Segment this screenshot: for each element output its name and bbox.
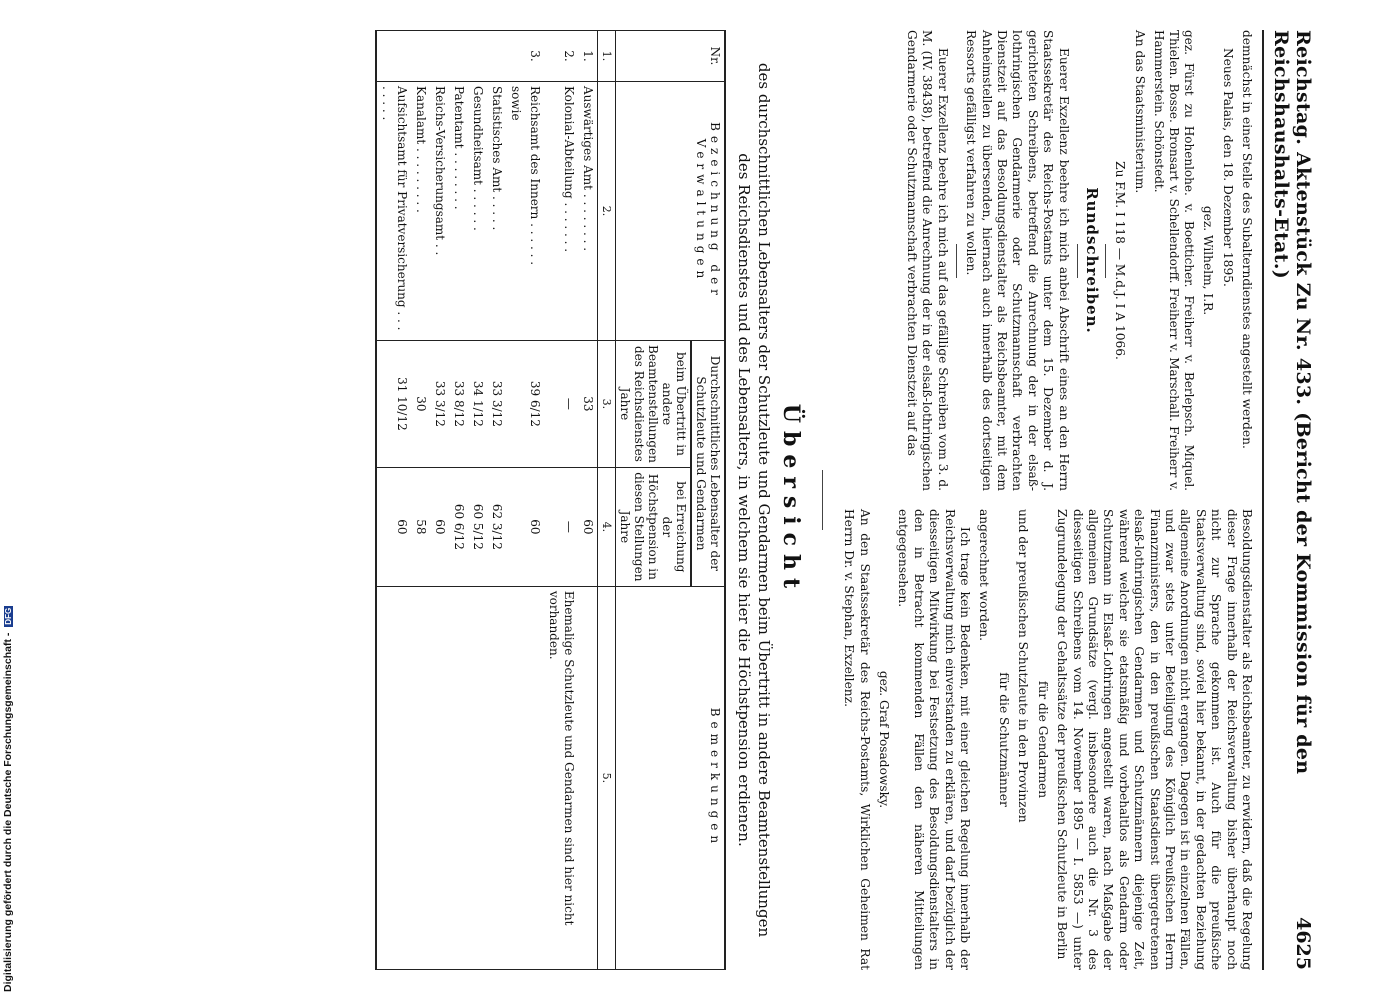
row-name: Aufsichtsamt für Privatversicherung . . . . . . . . <box>376 82 411 341</box>
header-title: Reichstag. Aktenstück Zu Nr. 433. (Bericht der Kommission für den Reichshaushalts-Etat.) <box>1270 30 1314 775</box>
paragraph: demnächst in einer Stelle des Subalterndienstes angestellt werden. <box>1240 30 1254 449</box>
column-number: 4. <box>597 467 615 586</box>
table-row <box>506 31 525 970</box>
reference: Zu F.M. I 118 — M.d.J. I A 1066. <box>1113 161 1128 360</box>
footer-text <box>2 0 14 1000</box>
header-v1: beim Übertritt in andere Beamtenstellungen des Reichsdienstes Jahre <box>615 341 691 468</box>
paragraph: Euerer Exzellenz beehre ich mich anbei Abschrift eines an den Herrn Staatssekretär des Reichs-Postamts unter dem 15. Dezember d. J. gerichteten Schreibens, betreffend die Anrechnung der in der elsaß-lothringischen Gendarmerie oder Schutzmannschaft verbrachten Dienstzeit auf das Besoldungsdienstalter als Reichsbeamter, mit dem Anheimstellen zu übersenden, hiernach auch innerhalb des dortseitigen Ressorts gefälligst verfahren zu wollen. <box>964 30 1071 491</box>
row-age-pension <box>506 467 525 586</box>
table-row <box>544 31 578 970</box>
paragraph: Euerer Exzellenz beehre ich mich auf das gefällige Schreiben vom 3. d. M. (IV. 38438), betreffend die Anrechnung der in der elsaß-lothringischen Gendarmerie oder Schutzmannschaft verbrachten Dienstzeit auf das <box>904 30 950 491</box>
table-row <box>468 31 487 970</box>
row-remarks <box>578 586 598 969</box>
row-remarks <box>449 586 468 969</box>
footer-credit: Digitalisierung gefördert durch die Deutsche Forschungsgemeinschaft - <box>2 632 14 992</box>
table-row <box>411 31 430 970</box>
row-age-transfer: 31 10/12 <box>376 341 411 468</box>
divider <box>956 244 957 278</box>
row-name: Reichs-Versicherungsamt . . <box>430 82 449 341</box>
row-number <box>506 31 525 82</box>
row-number <box>449 31 468 82</box>
right-column <box>837 509 1254 970</box>
text-line: für die Gendarmen <box>1035 680 1050 799</box>
row-name: Statistisches Amt . . . . . <box>487 82 506 341</box>
column-number-row <box>597 31 615 970</box>
row-age-transfer: — <box>544 341 578 468</box>
row-age-transfer: 30 <box>411 341 430 468</box>
row-name: Kolonial-Abteilung . . . . . . . <box>544 82 578 341</box>
row-remarks <box>411 586 430 969</box>
overview-title: Übersicht <box>777 403 804 597</box>
row-number <box>411 31 430 82</box>
header-nr: Nr. <box>615 31 725 82</box>
text-line: für die Schutzmänner <box>996 672 1011 807</box>
row-remarks: Ehemalige Schutzleute und Gendarmen sind hier nicht vorhanden. <box>544 586 578 969</box>
row-age-pension: 60 5/12 <box>468 467 487 586</box>
row-number <box>376 31 411 82</box>
row-age-pension: 60 <box>376 467 411 586</box>
row-remarks <box>430 586 449 969</box>
header-v2: bei Erreichung der Höchstpension in diesen Stellungen Jahre <box>615 467 691 586</box>
section-title: Rundschreiben. <box>1082 187 1101 334</box>
row-name: Auswärtiges Amt . . . . . . . . <box>578 82 598 341</box>
overview-subtitle: des durchschnittlichen Lebensalters der Schutzleute und Gendarmen beim Übertritt in andere Beamtenstellungen des Reichsdienstes und des Lebensalters, in welchem sie hier die Höchstpension erdienen. <box>734 62 773 938</box>
divider <box>1105 244 1106 278</box>
table-row <box>376 31 411 970</box>
row-number <box>430 31 449 82</box>
column-number: 1. <box>597 31 615 82</box>
row-age-pension: 60 <box>430 467 449 586</box>
footer <box>2 0 22 1000</box>
row-name: Patentamt . . . . . . . . <box>449 82 468 341</box>
column-number: 5. <box>597 586 615 969</box>
column-number: 3. <box>597 341 615 468</box>
row-age-pension: 60 6/12 <box>449 467 468 586</box>
row-name: sowie <box>506 82 525 341</box>
signature: gez. Graf Posadowsky. <box>877 670 892 809</box>
row-age-transfer: 39 6/12 <box>525 341 544 468</box>
row-age-pension: 60 <box>578 467 598 586</box>
place-date: Neues Palais, den 18. Dezember 1895. <box>1220 48 1235 287</box>
row-number: 2. <box>544 31 578 82</box>
row-age-transfer: 33 8/12 <box>449 341 468 468</box>
row-remarks <box>525 586 544 969</box>
divider <box>822 470 823 530</box>
page-number: 4625 <box>1292 917 1314 970</box>
row-name: Gesundheitsamt . . . . . . <box>468 82 487 341</box>
table-row <box>525 31 544 970</box>
row-age-transfer: 34 1/12 <box>468 341 487 468</box>
row-age-transfer: 33 3/12 <box>430 341 449 468</box>
header-group: Durchschnittliches Lebensalter der Schutzleute und Gendarmen <box>691 341 725 587</box>
addressee: An das Staatsministerium. <box>1132 30 1147 194</box>
table-row <box>487 31 506 970</box>
left-column <box>837 30 1254 491</box>
row-name: Kanalamt . . . . . . . . . <box>411 82 430 341</box>
divider <box>1077 244 1078 278</box>
page-header <box>1270 30 1314 970</box>
dfg-logo: DFG <box>4 607 13 625</box>
text-line: angerechnet worden. <box>977 509 992 642</box>
header-rule <box>1262 30 1264 970</box>
row-age-transfer: 33 3/12 <box>487 341 506 468</box>
row-age-transfer: 33 <box>578 341 598 468</box>
text-columns <box>837 30 1254 970</box>
header-remarks: Bemerkungen <box>615 586 725 969</box>
row-remarks <box>487 586 506 969</box>
row-number: 1. <box>578 31 598 82</box>
table-row <box>578 31 598 970</box>
row-remarks <box>506 586 525 969</box>
overview-table <box>375 30 726 970</box>
row-age-pension: 60 <box>525 467 544 586</box>
addressee: An den Staatssekretär des Reichs-Postamts, Wirklichen Geheimen Rat Herrn Dr. v. Stephan, Exzellenz. <box>842 509 872 970</box>
row-name: Reichsamt des Innern . . . . . . <box>525 82 544 341</box>
row-number <box>468 31 487 82</box>
table-body <box>376 31 598 970</box>
cosigners: gez. Fürst zu Hohenlohe. v. Boetticher. Freiherr v. Berlepsch. Miquel. Thielen. Bosse. Bronsart v. Schellendorff. Freiherr v. Marschall. Freiherr v. Hammerstein. Schönstedt. <box>1151 30 1196 491</box>
signature: gez. Wilhelm, I.R. <box>1201 205 1216 316</box>
row-number <box>487 31 506 82</box>
paragraph: Besoldungsdienstalter als Reichsbeamter, zu erwidern, daß die Regelung dieser Frage innerhalb der Reichsverwaltung bisher überhaupt noch nicht zur Sprache gekommen ist. Auch für die preußische Staatsverwaltung sind, soviel hier bekannt, in der gedachten Beziehung allgemeine Anordnungen nicht ergangen. Dagegen ist in einzelnen Fällen, und zwar stets unter Beteiligung des Königlich Preußischen Herrn Finanzministers, den in den preußischen Staatsdienst übergetretenen elsaß-lothringischen Gendarmen und Schutzmännern diejenige Zeit, während welcher sie etatsmäßig und vorbehaltlos als Gendarm oder Schutzmann in Elsaß-Lothringen angestellt waren, nach Maßgabe der allgemeinen Grundsätze (vergl. insbesondere auch die Nr. 3 des diesseitigen Schreibens vom 14. November 1895 — I. 5853 —) unter Zugrundelegung der Gehaltssätze der preußischen Schutzleute in Berlin <box>1055 509 1254 970</box>
column-number: 2. <box>597 82 615 341</box>
header-name: Bezeichnung der Verwaltungen <box>615 82 725 341</box>
row-age-pension: 62 3/12 <box>487 467 506 586</box>
row-age-transfer <box>506 341 525 468</box>
row-age-pension: — <box>544 467 578 586</box>
table-row <box>449 31 468 970</box>
paragraph: Ich trage kein Bedenken, mit einer gleichen Regelung innerhalb der Reichsverwaltung mich einverstanden zu erklären, und darf bezüglich der diesseitigen Mitwirkung bei Festsetzung des Besoldungsdienstalters in den in Betracht kommenden Fällen den näheren Mitteilungen entgegensehen. <box>896 509 973 970</box>
row-number: 3. <box>525 31 544 82</box>
table-row <box>430 31 449 970</box>
row-remarks <box>376 586 411 969</box>
row-remarks <box>468 586 487 969</box>
row-age-pension: 58 <box>411 467 430 586</box>
text-line: und der preußischen Schutzleute in den Provinzen <box>1016 509 1031 823</box>
